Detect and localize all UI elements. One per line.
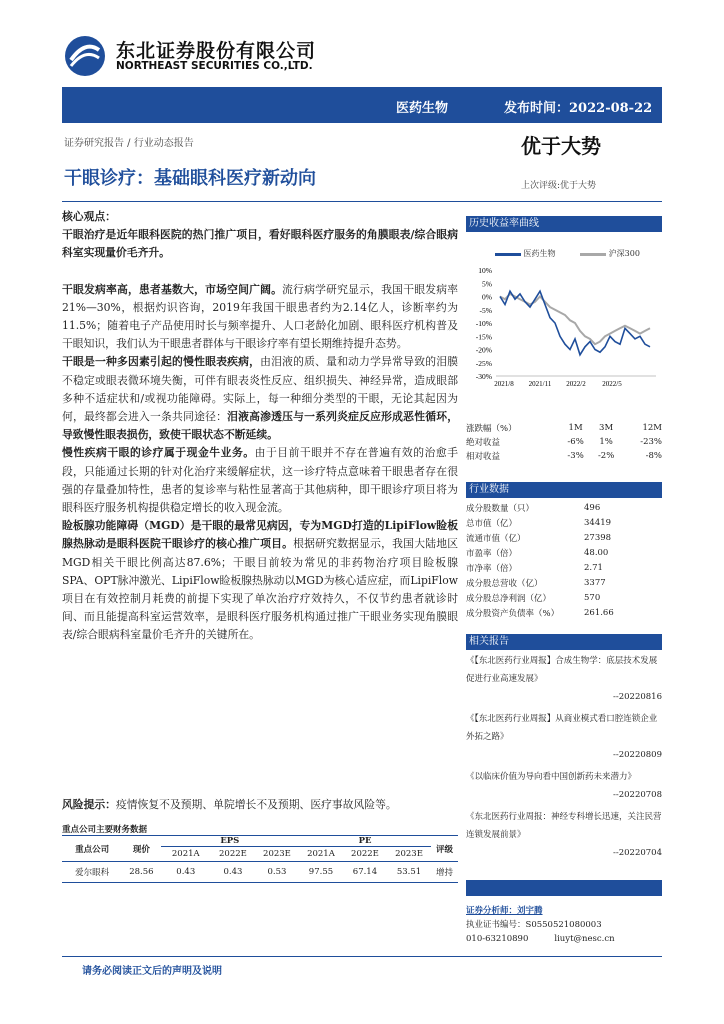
table-row [466, 575, 662, 590]
return-chart [466, 266, 662, 392]
fin-cell: 97.55 [308, 867, 334, 877]
perf-h: 12M [642, 423, 662, 433]
para-2-bold: 干眼发病率高，患者基数大，市场空间广阔。 [62, 282, 283, 296]
industry-value: 2.71 [584, 562, 603, 573]
y-tick-label: 5% [482, 279, 492, 289]
x-tick-label: 2022/2 [566, 380, 586, 388]
divider [62, 201, 662, 202]
y-tick-label: -25% [475, 358, 492, 368]
industry-bar: 行业数据 [466, 482, 662, 498]
fin-cell: 0.43 [176, 867, 196, 877]
x-tick-label: 2021/11 [528, 380, 552, 388]
related-report-date: --20220816 [612, 692, 662, 702]
industry-value: 570 [584, 592, 601, 603]
industry-label: 成分股资产负债率（%） [466, 608, 560, 619]
table-row [466, 530, 662, 545]
report-type: 证券研究报告 / 行业动态报告 [64, 138, 194, 149]
perf-cell: -8% [645, 451, 662, 461]
industry-value: 261.66 [584, 607, 614, 618]
perf-cell: -23% [640, 437, 662, 447]
industry-label: 总市值（亿） [466, 518, 518, 529]
fin-year: 2022E [219, 849, 247, 859]
fin-year: 2021A [171, 849, 200, 859]
fin-cell: 0.53 [267, 867, 287, 877]
legend-label-1: 医药生物 [523, 249, 556, 258]
related-report[interactable]: 《【东北医药行业周报】合成生物学：底层技术发展促进行业高速发展》 [466, 656, 658, 684]
fin-cell: 28.56 [129, 867, 154, 877]
para-5-bold: 睑板腺功能障碍（MGD）是干眼的最常见病因，专为MGD打造的LipiFlow睑板腺热脉动是眼科医院干眼诊疗的核心推广项目。 [62, 519, 458, 551]
para-3 [62, 353, 458, 444]
y-tick-label: 0% [482, 292, 492, 302]
para-4 [62, 444, 458, 517]
core-label: 核心观点： [62, 210, 116, 223]
related-report[interactable]: 《以临床价值为导向看中国创新药未来潜力》 [466, 772, 637, 782]
table-row [466, 545, 662, 560]
chart-section-bar: 历史收益率曲线 [466, 216, 662, 232]
related-bar: 相关报告 [466, 634, 662, 650]
industry-value: 27398 [584, 532, 612, 543]
fin-cell: 0.43 [223, 867, 243, 877]
risk-note [62, 797, 397, 812]
risk-text: 疫情恢复不及预期、单院增长不及预期、医疗事故风险等。 [115, 798, 397, 811]
company-name-en: NORTHEAST SECURITIES CO.,LTD. [116, 60, 313, 72]
perf-cell: -2% [597, 451, 615, 461]
y-tick-label: -5% [479, 305, 492, 315]
related-report[interactable]: 《东北医药行业周报：神经专科增长迅速，关注民营连锁发展前景》 [466, 812, 662, 840]
company-name-cn: 东北证券股份有限公司 [116, 40, 317, 62]
related-report[interactable]: 《【东北医药行业周报】从商业模式看口腔连锁企业外拓之路》 [466, 714, 658, 742]
publish-label: 发布时间： [504, 101, 570, 116]
fin-table-title: 重点公司主要财务数据 [62, 825, 148, 835]
fin-h-pe: PE [299, 836, 431, 847]
analyst-bar [466, 880, 662, 896]
fin-table [62, 835, 458, 883]
x-tick-label: 2022/5 [602, 380, 622, 388]
rating: 优于大势 [521, 134, 601, 158]
table-row [466, 515, 662, 530]
y-tick-label: -20% [475, 345, 492, 355]
para-4-bold: 慢性疾病干眼的诊疗属于现金牛业务。 [62, 446, 255, 460]
series-line-沪深300 [500, 294, 650, 344]
para-4-text: 由于目前干眼并不存在普遍有效的治愈手段，只能通过长期的针对化治疗来缓解症状，这一诊疗特点意味着干眼患者存在很强的存量叠加特性，患者的复诊率与粘性显著高于其他病种，即干眼诊疗项目将为眼科医疗服务机构提供稳定增长的收入现金流。 [62, 446, 459, 515]
logo-icon [63, 34, 107, 78]
legend-swatch-1 [495, 253, 521, 256]
fin-cell: 53.51 [396, 867, 422, 877]
industry-value: 48.00 [584, 547, 609, 558]
risk-label: 风险提示： [62, 798, 116, 811]
sector-label: 医药生物 [396, 101, 449, 116]
publish-date-value: 2022-08-22 [569, 101, 653, 116]
table-row [466, 421, 662, 435]
perf-h: 3M [599, 423, 614, 433]
y-tick-label: -15% [475, 332, 492, 342]
para-1: 干眼治疗是近年眼科医院的热门推广项目，看好眼科医疗服务的角膜眼表/综合眼病科室实现量价毛齐升。 [62, 228, 458, 260]
fin-cell: 爱尔眼科 [75, 868, 110, 878]
fin-h-rating: 评级 [436, 844, 454, 855]
table-row [466, 560, 662, 575]
y-tick-label: 10% [478, 266, 492, 275]
table-row [466, 605, 662, 620]
prev-rating: 上次评级:优于大势 [521, 181, 597, 191]
fin-year: 2023E [263, 849, 291, 859]
industry-value: 3377 [584, 577, 606, 588]
fin-year: 2022E [351, 849, 379, 859]
table-row [62, 862, 458, 883]
y-tick-label: -10% [475, 319, 492, 328]
legend-label-2: 沪深300 [608, 249, 640, 258]
perf-cell: -6% [567, 437, 584, 447]
x-tick-label: 2021/8 [494, 380, 514, 388]
perf-h: 涨跌幅（%） [466, 424, 517, 434]
table-row [466, 449, 662, 463]
industry-label: 成分股数量（只） [466, 503, 535, 514]
perf-h: 1M [568, 423, 583, 433]
related-report-date: --20220704 [612, 848, 662, 858]
industry-label: 市净率（倍） [466, 563, 518, 574]
table-row [466, 590, 662, 605]
fin-h-eps: EPS [161, 836, 299, 847]
related-report-date: --20220809 [612, 750, 662, 760]
y-tick-label: -30% [475, 372, 492, 381]
para-3-bold2: 泪液高渗透压与一系列炎症反应形成恶性循环，导致慢性眼表损伤，致使干眼状态不断延续。 [62, 410, 459, 442]
company-logo [63, 34, 107, 78]
legend-swatch-2 [580, 253, 606, 256]
related-report-date: --20220708 [612, 790, 662, 800]
fin-year: 2021A [307, 849, 335, 859]
body-text [62, 208, 458, 645]
footer-note: 请务必阅读正文后的声明及说明 [82, 966, 222, 977]
industry-value: 34419 [584, 517, 612, 528]
analyst-email: liuyt@nesc.cn [554, 934, 615, 944]
analyst-info [466, 904, 615, 946]
table-row [466, 500, 662, 515]
report-title: 干眼诊疗：基础眼科医疗新动向 [64, 168, 316, 189]
perf-table [466, 421, 662, 463]
perf-cell: 相对收益 [466, 452, 501, 462]
para-3-bold: 干眼是一种多因素引起的慢性眼表疾病， [62, 355, 261, 369]
industry-label: 市盈率（倍） [466, 548, 518, 559]
para-5 [62, 517, 458, 644]
analyst-license: 执业证书编号：S0550521080003 [466, 920, 602, 930]
table-row [466, 435, 662, 449]
analyst-name: 证券分析师：刘宇腾 [466, 906, 543, 916]
publish-date [504, 97, 652, 116]
fin-cell: 67.14 [352, 867, 378, 877]
analyst-phone: 010-63210890 [466, 934, 529, 944]
para-5-text: 根据研究数据显示，我国大陆地区MGD相关干眼比例高达87.6%；干眼目前较为常见的非药物治疗项目睑板腺SPA、OPT脉冲激光、LipiFlow睑板腺热脉动以MGD为核心适应症，而LipiFlow项目在有效控制月耗费的前提下实现了单次治疗疗效持久，不仅节约患者就诊时间、而且能提高科室运营效率，是眼科医疗服务机构通过推广干眼业务实现角膜眼表/综合眼病科室量价毛齐升的关键所在。 [62, 537, 459, 642]
fin-h-company: 重点公司 [75, 844, 110, 855]
perf-cell: 1% [599, 437, 613, 447]
footer-divider [62, 956, 662, 957]
industry-label: 成分股总营收（亿） [466, 578, 543, 589]
industry-table [466, 500, 662, 620]
chart-legend [495, 248, 640, 259]
fin-h-price: 现价 [132, 844, 150, 855]
para-3-text: 由泪液的质、量和动力学异常导致的泪膜不稳定或眼表微环境失衡，可伴有眼表炎性反应、组织损失、神经异常，造成眼部多种不适症状和/或视功能障碍。实际上，每一种细分类型的干眼，无论其起因为何，最终都会进入一条共同途径： [62, 355, 459, 424]
perf-cell: -3% [567, 451, 584, 461]
perf-cell: 绝对收益 [466, 438, 501, 448]
para-2-text: 流行病学研究显示，我国干眼发病率21%—30%，根据灼识咨询，2019年我国干眼患者约为2.14亿人，诊断率约为11.5%；随着电子产品使用时长与频率提升、人口老龄化加剧、眼科医疗机构普及干眼知识，我们认为干眼患者群体与干眼诊疗率有望长期维持提升态势。 [62, 282, 459, 351]
fin-year: 2023E [395, 849, 423, 859]
para-2 [62, 281, 458, 354]
industry-label: 成分股总净利润（亿） [466, 593, 552, 604]
analyst-contact [466, 932, 615, 946]
industry-value: 496 [584, 502, 601, 513]
industry-label: 流通市值（亿） [466, 533, 526, 544]
fin-cell: 增持 [436, 868, 454, 878]
related-list [466, 652, 662, 866]
